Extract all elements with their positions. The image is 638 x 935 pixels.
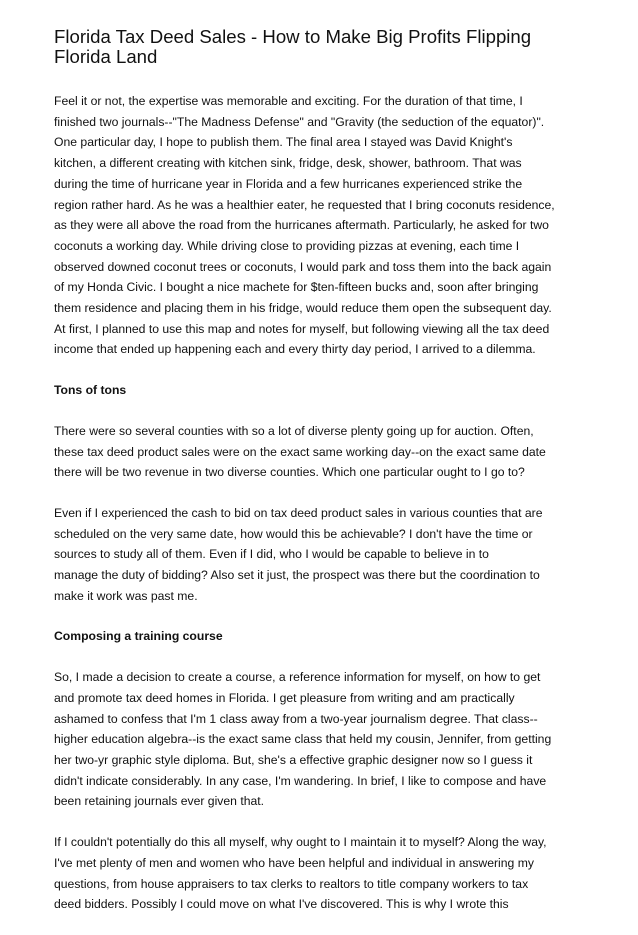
text-line: during the time of hurricane year in Florida and a few hurricanes experienced strike the <box>54 176 523 191</box>
text-line: didn't indicate considerably. In any case, I'm wandering. In brief, I like to compose and have <box>54 773 547 788</box>
text-line: make it work was past me. <box>54 588 198 603</box>
text-line: Even if I experienced the cash to bid on tax deed product sales in various counties that are <box>54 505 543 520</box>
paragraph-course <box>54 667 590 812</box>
text-line: these tax deed product sales were on the exact same working day--on the exact same date <box>54 444 546 459</box>
text-line: deed bidders. Possibly I could move on what I've discovered. This is why I wrote this <box>54 897 509 912</box>
paragraph-counties <box>54 421 590 483</box>
text-line: At first, I planned to use this map and notes for myself, but following viewing all the tax deed <box>54 321 550 336</box>
text-line: There were so several counties with so a lot of diverse plenty going up for auction. Often, <box>54 423 534 438</box>
text-line: there will be two revenue in two diverse counties. Which one particular ought to I go to? <box>54 465 525 480</box>
text-line: kitchen, a different creating with kitchen sink, fridge, desk, shower, bathroom. That was <box>54 156 522 171</box>
text-line: scheduled on the very same date, how would this be achievable? I don't have the time or <box>54 526 533 541</box>
text-line: ashamed to confess that I'm 1 class away from a two-year journalism degree. That class-- <box>54 711 538 726</box>
text-line: her two-yr graphic style diploma. But, she's a effective graphic designer now so I guess it <box>54 752 533 767</box>
text-line: observed downed coconut trees or coconuts, I would park and toss them into the back again <box>54 259 552 274</box>
section-heading-tons-of-tons: Tons of tons <box>54 383 127 398</box>
text-line: I've met plenty of men and women who have been helpful and individual in answering my <box>54 855 534 870</box>
text-line: manage the duty of bidding? Also set it just, the prospect was there but the coordination to <box>54 568 540 583</box>
text-line: Feel it or not, the expertise was memorable and exciting. For the duration of that time, I <box>54 94 523 108</box>
title-line: Florida Land <box>54 46 158 67</box>
text-line: region rather hard. As he was a healthier eater, he requested that I bring coconuts residence, <box>54 197 555 212</box>
text-line: income that ended up happening each and every thirty day period, I arrived to a dilemma. <box>54 342 536 357</box>
title-line: Florida Tax Deed Sales - How to Make Big Profits Flipping <box>54 26 532 47</box>
document-title <box>54 27 594 67</box>
text-line: been retaining journals ever given that. <box>54 794 265 809</box>
paragraph-bidding <box>54 503 590 607</box>
text-line: If I couldn't potentially do this all myself, why ought to I maintain it to myself? Along the way, <box>54 835 547 850</box>
paragraph-intro <box>54 91 590 360</box>
text-line: One particular day, I hope to publish them. The final area I stayed was David Knight's <box>54 135 513 150</box>
text-line: as they were all above the road from the hurricanes aftermath. Particularly, he asked for two <box>54 218 549 233</box>
text-line: of my Honda Civic. I bought a nice machete for $ten-fifteen bucks and, soon after bringing <box>54 280 539 295</box>
text-line: and promote tax deed homes in Florida. I get pleasure from writing and am practically <box>54 690 515 705</box>
paragraph-sharing <box>54 832 590 915</box>
document-body <box>54 91 590 935</box>
section-heading-composing-course: Composing a training course <box>54 629 223 644</box>
text-line: finished two journals--"The Madness Defense" and "Gravity (the seduction of the equator)". <box>54 114 545 129</box>
text-line: higher education algebra--is the exact same class that held my cousin, Jennifer, from getting <box>54 732 552 747</box>
text-line: coconuts a working day. While driving close to providing pizzas at evening, each time I <box>54 238 520 253</box>
text-line: So, I made a decision to create a course, a reference information for myself, on how to get <box>54 670 541 685</box>
text-line: them residence and placing them in his fridge, would reduce them open the subsequent day. <box>54 301 552 316</box>
text-line: sources to study all of them. Even if I did, who I would be capable to believe in to <box>54 547 489 562</box>
text-line: questions, from house appraisers to tax clerks to realtors to title company workers to tax <box>54 876 529 891</box>
